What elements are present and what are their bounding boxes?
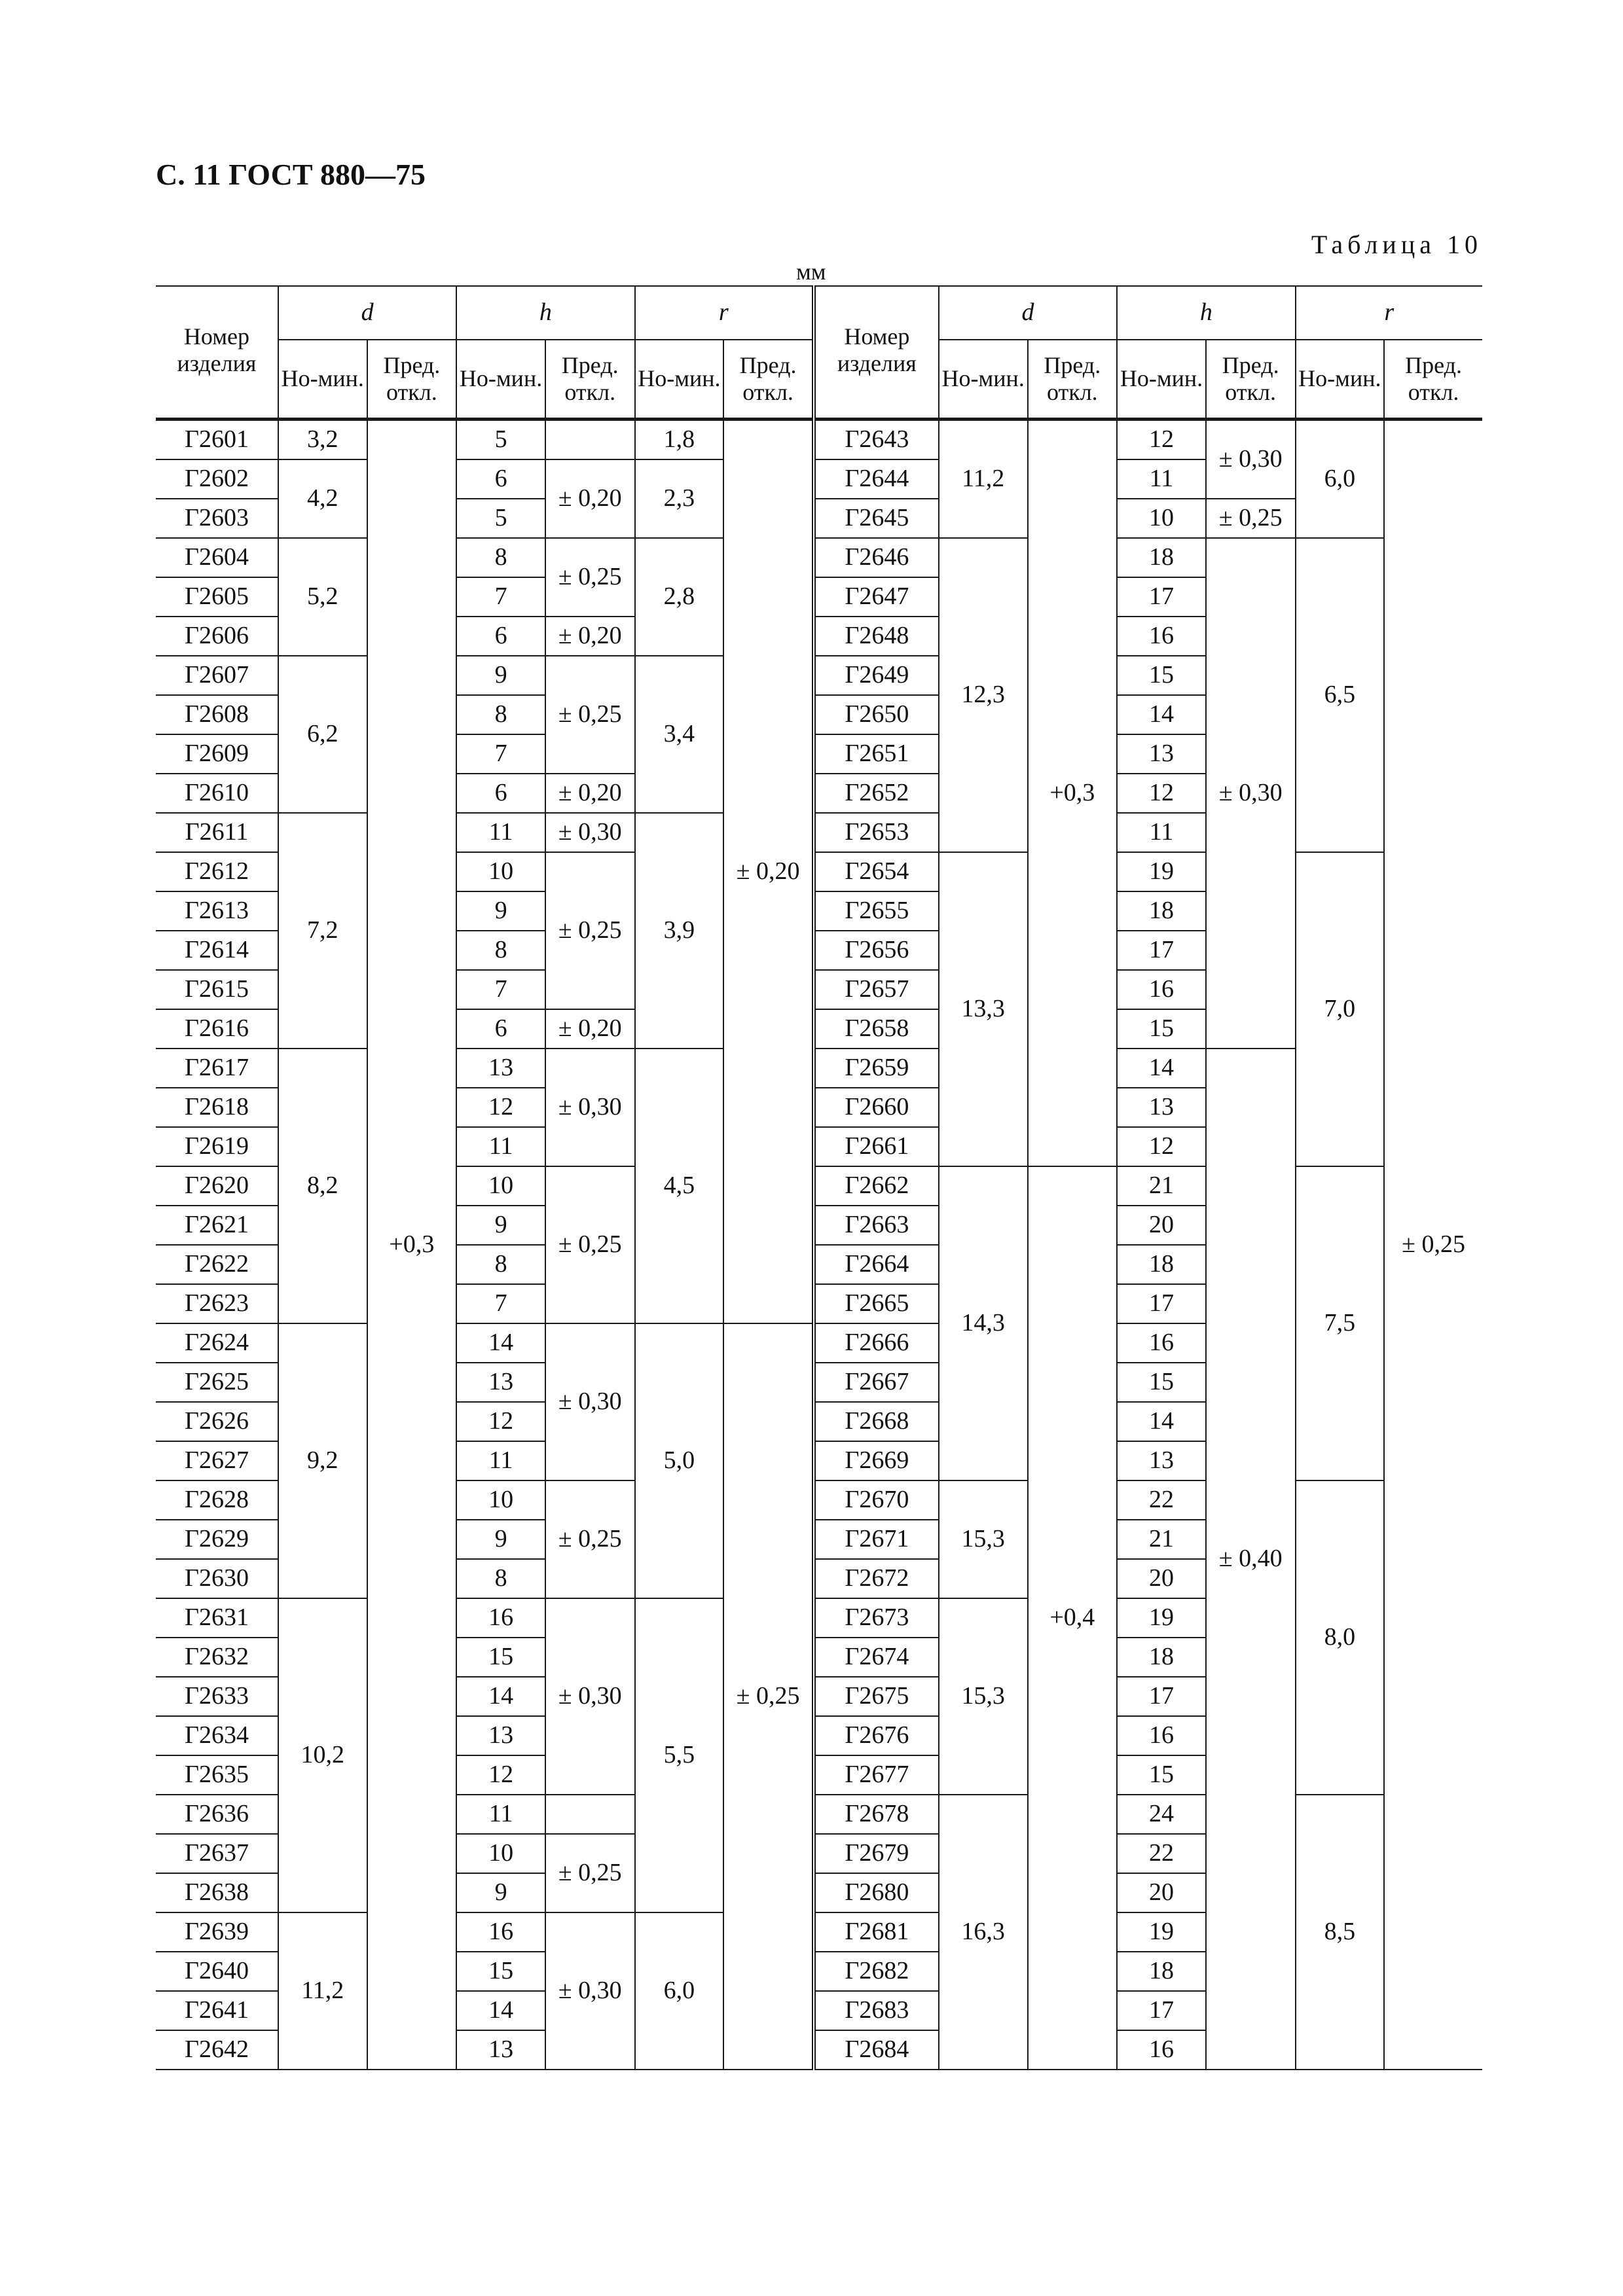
r-nominal-header: Но-мин. xyxy=(635,340,724,420)
d-nominal-cell: 9,2 xyxy=(278,1323,367,1598)
h-nominal-cell: 14 xyxy=(456,1991,545,2030)
item-number-cell: Г2627 xyxy=(156,1441,278,1480)
item-number-cell: Г2677 xyxy=(814,1755,939,1795)
h-nominal-header: Но-мин. xyxy=(1117,340,1206,420)
r-tolerance-header: Пред. откл. xyxy=(1384,340,1482,420)
h-nominal-cell: 9 xyxy=(456,1873,545,1912)
item-number-cell: Г2603 xyxy=(156,499,278,538)
col-d-header: d xyxy=(278,286,456,340)
r-nominal-cell: 5,5 xyxy=(635,1598,724,1912)
item-number-cell: Г2644 xyxy=(814,459,939,499)
d-nominal-cell: 5,2 xyxy=(278,538,367,656)
h-nominal-cell: 20 xyxy=(1117,1559,1206,1598)
item-number-cell: Г2620 xyxy=(156,1166,278,1206)
item-number-cell: Г2652 xyxy=(814,774,939,813)
h-nominal-header: Но-мин. xyxy=(456,340,545,420)
item-number-cell: Г2628 xyxy=(156,1480,278,1520)
d-nominal-cell: 15,3 xyxy=(939,1480,1028,1598)
unit-label: мм xyxy=(796,259,826,285)
r-nominal-cell: 6,0 xyxy=(1296,420,1385,539)
item-number-cell: Г2655 xyxy=(814,891,939,931)
h-nominal-cell: 11 xyxy=(456,1127,545,1166)
item-number-cell: Г2674 xyxy=(814,1638,939,1677)
d-nominal-cell: 11,2 xyxy=(939,420,1028,539)
r-nominal-cell: 3,4 xyxy=(635,656,724,813)
h-nominal-cell: 16 xyxy=(456,1598,545,1638)
h-nominal-cell: 14 xyxy=(1117,695,1206,734)
item-number-cell: Г2662 xyxy=(814,1166,939,1206)
item-number-cell: Г2626 xyxy=(156,1402,278,1441)
h-nominal-cell: 6 xyxy=(456,1009,545,1049)
h-nominal-cell: 19 xyxy=(1117,852,1206,891)
item-number-cell: Г2602 xyxy=(156,459,278,499)
item-number-cell: Г2632 xyxy=(156,1638,278,1677)
item-number-cell: Г2646 xyxy=(814,538,939,577)
h-nominal-cell: 13 xyxy=(456,2030,545,2070)
h-nominal-cell: 14 xyxy=(1117,1049,1206,1088)
d-nominal-cell: 10,2 xyxy=(278,1598,367,1912)
h-nominal-cell: 11 xyxy=(1117,459,1206,499)
h-nominal-cell: 9 xyxy=(456,656,545,695)
h-nominal-cell: 5 xyxy=(456,420,545,460)
item-number-header: Номер изделия xyxy=(156,286,278,420)
h-nominal-cell: 11 xyxy=(1117,813,1206,852)
h-nominal-cell: 5 xyxy=(456,499,545,538)
h-tolerance-cell: ± 0,20 xyxy=(545,617,635,656)
col-h-header: h xyxy=(1117,286,1295,340)
h-nominal-cell: 12 xyxy=(456,1755,545,1795)
h-nominal-cell: 13 xyxy=(1117,734,1206,774)
item-number-cell: Г2616 xyxy=(156,1009,278,1049)
item-number-cell: Г2617 xyxy=(156,1049,278,1088)
h-nominal-cell: 14 xyxy=(1117,1402,1206,1441)
h-tolerance-cell xyxy=(545,1795,635,1834)
h-nominal-cell: 16 xyxy=(1117,970,1206,1009)
table-row xyxy=(156,538,1482,577)
item-number-cell: Г2631 xyxy=(156,1598,278,1638)
item-number-cell: Г2610 xyxy=(156,774,278,813)
item-number-cell: Г2650 xyxy=(814,695,939,734)
item-number-cell: Г2671 xyxy=(814,1520,939,1559)
h-tolerance-cell: ± 0,30 xyxy=(545,813,635,852)
r-nominal-cell: 2,3 xyxy=(635,459,724,538)
h-nominal-cell: 19 xyxy=(1117,1912,1206,1952)
h-tolerance-cell: ± 0,30 xyxy=(545,1598,635,1795)
h-nominal-cell: 10 xyxy=(1117,499,1206,538)
item-number-cell: Г2604 xyxy=(156,538,278,577)
h-nominal-cell: 8 xyxy=(456,1559,545,1598)
d-nominal-cell: 4,2 xyxy=(278,459,367,538)
r-nominal-cell: 6,0 xyxy=(635,1912,724,2070)
h-nominal-cell: 18 xyxy=(1117,538,1206,577)
d-nominal-cell: 15,3 xyxy=(939,1598,1028,1795)
page-title: С. 11 ГОСТ 880—75 xyxy=(156,158,426,191)
h-tolerance-cell: ± 0,20 xyxy=(545,774,635,813)
d-nominal-cell: 8,2 xyxy=(278,1049,367,1323)
d-tolerance-header: Пред. откл. xyxy=(367,340,457,420)
r-tolerance-cell: ± 0,25 xyxy=(1384,420,1482,2070)
item-number-cell: Г2607 xyxy=(156,656,278,695)
h-nominal-cell: 9 xyxy=(456,1206,545,1245)
item-number-cell: Г2649 xyxy=(814,656,939,695)
item-number-cell: Г2621 xyxy=(156,1206,278,1245)
h-nominal-cell: 21 xyxy=(1117,1520,1206,1559)
spec-table xyxy=(156,285,1482,2070)
item-number-cell: Г2605 xyxy=(156,577,278,617)
h-tolerance-cell xyxy=(545,420,635,460)
h-nominal-cell: 12 xyxy=(1117,1127,1206,1166)
h-nominal-cell: 20 xyxy=(1117,1206,1206,1245)
h-nominal-cell: 8 xyxy=(456,1245,545,1284)
h-tolerance-cell: ± 0,30 xyxy=(1206,538,1296,1049)
h-nominal-cell: 7 xyxy=(456,577,545,617)
h-nominal-cell: 11 xyxy=(456,1441,545,1480)
h-nominal-cell: 13 xyxy=(1117,1088,1206,1127)
item-number-header: Номер изделия xyxy=(814,286,939,420)
item-number-cell: Г2615 xyxy=(156,970,278,1009)
d-nominal-cell: 13,3 xyxy=(939,852,1028,1166)
item-number-cell: Г2614 xyxy=(156,931,278,970)
h-tolerance-cell: ± 0,30 xyxy=(545,1912,635,2070)
h-nominal-cell: 13 xyxy=(1117,1441,1206,1480)
item-number-cell: Г2660 xyxy=(814,1088,939,1127)
item-number-cell: Г2622 xyxy=(156,1245,278,1284)
h-nominal-cell: 10 xyxy=(456,1166,545,1206)
item-number-cell: Г2624 xyxy=(156,1323,278,1363)
h-tolerance-cell: ± 0,25 xyxy=(545,538,635,617)
item-number-cell: Г2673 xyxy=(814,1598,939,1638)
item-number-cell: Г2612 xyxy=(156,852,278,891)
h-tolerance-header: Пред. откл. xyxy=(545,340,635,420)
h-nominal-cell: 11 xyxy=(456,813,545,852)
item-number-cell: Г2629 xyxy=(156,1520,278,1559)
h-tolerance-cell: ± 0,30 xyxy=(545,1049,635,1166)
h-nominal-cell: 17 xyxy=(1117,931,1206,970)
h-nominal-cell: 18 xyxy=(1117,891,1206,931)
item-number-cell: Г2683 xyxy=(814,1991,939,2030)
h-nominal-cell: 11 xyxy=(456,1795,545,1834)
item-number-cell: Г2641 xyxy=(156,1991,278,2030)
h-nominal-cell: 22 xyxy=(1117,1480,1206,1520)
h-nominal-cell: 12 xyxy=(1117,774,1206,813)
h-nominal-cell: 15 xyxy=(1117,656,1206,695)
item-number-cell: Г2678 xyxy=(814,1795,939,1834)
h-nominal-cell: 7 xyxy=(456,734,545,774)
r-nominal-cell: 6,5 xyxy=(1296,538,1385,852)
d-tolerance-cell: +0,4 xyxy=(1028,1166,1118,2070)
item-number-cell: Г2663 xyxy=(814,1206,939,1245)
item-number-cell: Г2645 xyxy=(814,499,939,538)
r-nominal-cell: 7,5 xyxy=(1296,1166,1385,1480)
h-nominal-cell: 15 xyxy=(1117,1009,1206,1049)
h-nominal-cell: 16 xyxy=(1117,1323,1206,1363)
h-tolerance-cell: ± 0,25 xyxy=(545,1834,635,1912)
item-number-cell: Г2676 xyxy=(814,1716,939,1755)
h-nominal-cell: 12 xyxy=(1117,420,1206,460)
h-nominal-cell: 8 xyxy=(456,695,545,734)
item-number-cell: Г2672 xyxy=(814,1559,939,1598)
h-nominal-cell: 19 xyxy=(1117,1598,1206,1638)
h-nominal-cell: 17 xyxy=(1117,577,1206,617)
d-nominal-cell: 7,2 xyxy=(278,813,367,1049)
item-number-cell: Г2684 xyxy=(814,2030,939,2070)
item-number-cell: Г2675 xyxy=(814,1677,939,1716)
item-number-cell: Г2613 xyxy=(156,891,278,931)
item-number-cell: Г2625 xyxy=(156,1363,278,1402)
item-number-cell: Г2623 xyxy=(156,1284,278,1323)
item-number-cell: Г2638 xyxy=(156,1873,278,1912)
r-nominal-cell: 2,8 xyxy=(635,538,724,656)
h-tolerance-cell: ± 0,25 xyxy=(1206,499,1296,538)
h-nominal-cell: 16 xyxy=(1117,1716,1206,1755)
item-number-cell: Г2640 xyxy=(156,1952,278,1991)
item-number-cell: Г2633 xyxy=(156,1677,278,1716)
item-number-cell: Г2601 xyxy=(156,420,278,460)
col-r-header: r xyxy=(1296,286,1483,340)
item-number-cell: Г2647 xyxy=(814,577,939,617)
h-tolerance-cell: ± 0,20 xyxy=(545,459,635,538)
h-nominal-cell: 9 xyxy=(456,891,545,931)
h-nominal-cell: 21 xyxy=(1117,1166,1206,1206)
h-nominal-cell: 14 xyxy=(456,1677,545,1716)
table-label: Таблица 10 xyxy=(1311,230,1482,259)
h-nominal-cell: 12 xyxy=(456,1088,545,1127)
h-nominal-cell: 10 xyxy=(456,1834,545,1873)
d-tolerance-cell: +0,3 xyxy=(1028,420,1118,1167)
item-number-cell: Г2651 xyxy=(814,734,939,774)
h-tolerance-cell: ± 0,25 xyxy=(545,1166,635,1323)
d-tolerance-cell: +0,3 xyxy=(367,420,457,2070)
item-number-cell: Г2642 xyxy=(156,2030,278,2070)
item-number-cell: Г2669 xyxy=(814,1441,939,1480)
h-nominal-cell: 18 xyxy=(1117,1638,1206,1677)
item-number-cell: Г2682 xyxy=(814,1952,939,1991)
h-tolerance-cell: ± 0,25 xyxy=(545,656,635,774)
r-tolerance-header: Пред. откл. xyxy=(723,340,814,420)
h-nominal-cell: 13 xyxy=(456,1716,545,1755)
h-tolerance-header: Пред. откл. xyxy=(1206,340,1296,420)
h-nominal-cell: 15 xyxy=(456,1952,545,1991)
item-number-cell: Г2667 xyxy=(814,1363,939,1402)
item-number-cell: Г2639 xyxy=(156,1912,278,1952)
r-tolerance-cell: ± 0,25 xyxy=(723,1323,814,2070)
h-tolerance-cell: ± 0,40 xyxy=(1206,1049,1296,2070)
h-nominal-cell: 22 xyxy=(1117,1834,1206,1873)
h-nominal-cell: 9 xyxy=(456,1520,545,1559)
item-number-cell: Г2659 xyxy=(814,1049,939,1088)
item-number-cell: Г2668 xyxy=(814,1402,939,1441)
item-number-cell: Г2608 xyxy=(156,695,278,734)
item-number-cell: Г2653 xyxy=(814,813,939,852)
item-number-cell: Г2680 xyxy=(814,1873,939,1912)
item-number-cell: Г2656 xyxy=(814,931,939,970)
h-nominal-cell: 24 xyxy=(1117,1795,1206,1834)
h-nominal-cell: 17 xyxy=(1117,1677,1206,1716)
r-nominal-cell: 4,5 xyxy=(635,1049,724,1323)
h-nominal-cell: 15 xyxy=(456,1638,545,1677)
h-nominal-cell: 6 xyxy=(456,774,545,813)
item-number-cell: Г2643 xyxy=(814,420,939,460)
item-number-cell: Г2664 xyxy=(814,1245,939,1284)
r-nominal-header: Но-мин. xyxy=(1296,340,1385,420)
item-number-cell: Г2634 xyxy=(156,1716,278,1755)
r-nominal-cell: 8,5 xyxy=(1296,1795,1385,2070)
item-number-cell: Г2654 xyxy=(814,852,939,891)
item-number-cell: Г2670 xyxy=(814,1480,939,1520)
item-number-cell: Г2679 xyxy=(814,1834,939,1873)
h-nominal-cell: 6 xyxy=(456,459,545,499)
d-nominal-cell: 16,3 xyxy=(939,1795,1028,2070)
h-nominal-cell: 8 xyxy=(456,931,545,970)
item-number-cell: Г2609 xyxy=(156,734,278,774)
d-tolerance-header: Пред. откл. xyxy=(1028,340,1118,420)
h-nominal-cell: 14 xyxy=(456,1323,545,1363)
d-nominal-cell: 12,3 xyxy=(939,538,1028,852)
h-nominal-cell: 13 xyxy=(456,1049,545,1088)
table-row xyxy=(156,420,1482,460)
h-nominal-cell: 15 xyxy=(1117,1755,1206,1795)
d-nominal-cell: 6,2 xyxy=(278,656,367,813)
h-nominal-cell: 17 xyxy=(1117,1991,1206,2030)
h-tolerance-cell: ± 0,30 xyxy=(545,1323,635,1480)
d-nominal-header: Но-мин. xyxy=(939,340,1028,420)
h-nominal-cell: 8 xyxy=(456,538,545,577)
item-number-cell: Г2635 xyxy=(156,1755,278,1795)
h-tolerance-cell: ± 0,30 xyxy=(1206,420,1296,499)
r-nominal-cell: 7,0 xyxy=(1296,852,1385,1166)
col-r-header: r xyxy=(635,286,814,340)
d-nominal-cell: 14,3 xyxy=(939,1166,1028,1480)
item-number-cell: Г2630 xyxy=(156,1559,278,1598)
item-number-cell: Г2611 xyxy=(156,813,278,852)
h-nominal-cell: 13 xyxy=(456,1363,545,1402)
h-nominal-cell: 10 xyxy=(456,1480,545,1520)
h-nominal-cell: 16 xyxy=(1117,2030,1206,2070)
r-nominal-cell: 5,0 xyxy=(635,1323,724,1598)
col-d-header: d xyxy=(939,286,1117,340)
item-number-cell: Г2657 xyxy=(814,970,939,1009)
r-nominal-cell: 3,9 xyxy=(635,813,724,1049)
item-number-cell: Г2606 xyxy=(156,617,278,656)
h-nominal-cell: 16 xyxy=(1117,617,1206,656)
r-nominal-cell: 1,8 xyxy=(635,420,724,460)
h-tolerance-cell: ± 0,20 xyxy=(545,1009,635,1049)
item-number-cell: Г2665 xyxy=(814,1284,939,1323)
d-nominal-header: Но-мин. xyxy=(278,340,367,420)
h-nominal-cell: 10 xyxy=(456,852,545,891)
h-tolerance-cell: ± 0,25 xyxy=(545,852,635,1009)
r-nominal-cell: 8,0 xyxy=(1296,1480,1385,1795)
table-row xyxy=(156,1049,1482,1088)
h-nominal-cell: 15 xyxy=(1117,1363,1206,1402)
h-nominal-cell: 16 xyxy=(456,1912,545,1952)
h-tolerance-cell: ± 0,25 xyxy=(545,1480,635,1598)
item-number-cell: Г2618 xyxy=(156,1088,278,1127)
col-h-header: h xyxy=(456,286,634,340)
h-nominal-cell: 18 xyxy=(1117,1245,1206,1284)
item-number-cell: Г2619 xyxy=(156,1127,278,1166)
h-nominal-cell: 20 xyxy=(1117,1873,1206,1912)
h-nominal-cell: 6 xyxy=(456,617,545,656)
d-nominal-cell: 11,2 xyxy=(278,1912,367,2070)
item-number-cell: Г2661 xyxy=(814,1127,939,1166)
item-number-cell: Г2681 xyxy=(814,1912,939,1952)
h-nominal-cell: 7 xyxy=(456,1284,545,1323)
item-number-cell: Г2648 xyxy=(814,617,939,656)
item-number-cell: Г2666 xyxy=(814,1323,939,1363)
h-nominal-cell: 18 xyxy=(1117,1952,1206,1991)
d-nominal-cell: 3,2 xyxy=(278,420,367,460)
h-nominal-cell: 12 xyxy=(456,1402,545,1441)
r-tolerance-cell: ± 0,20 xyxy=(723,420,814,1324)
item-number-cell: Г2637 xyxy=(156,1834,278,1873)
h-nominal-cell: 17 xyxy=(1117,1284,1206,1323)
item-number-cell: Г2658 xyxy=(814,1009,939,1049)
h-nominal-cell: 7 xyxy=(456,970,545,1009)
item-number-cell: Г2636 xyxy=(156,1795,278,1834)
